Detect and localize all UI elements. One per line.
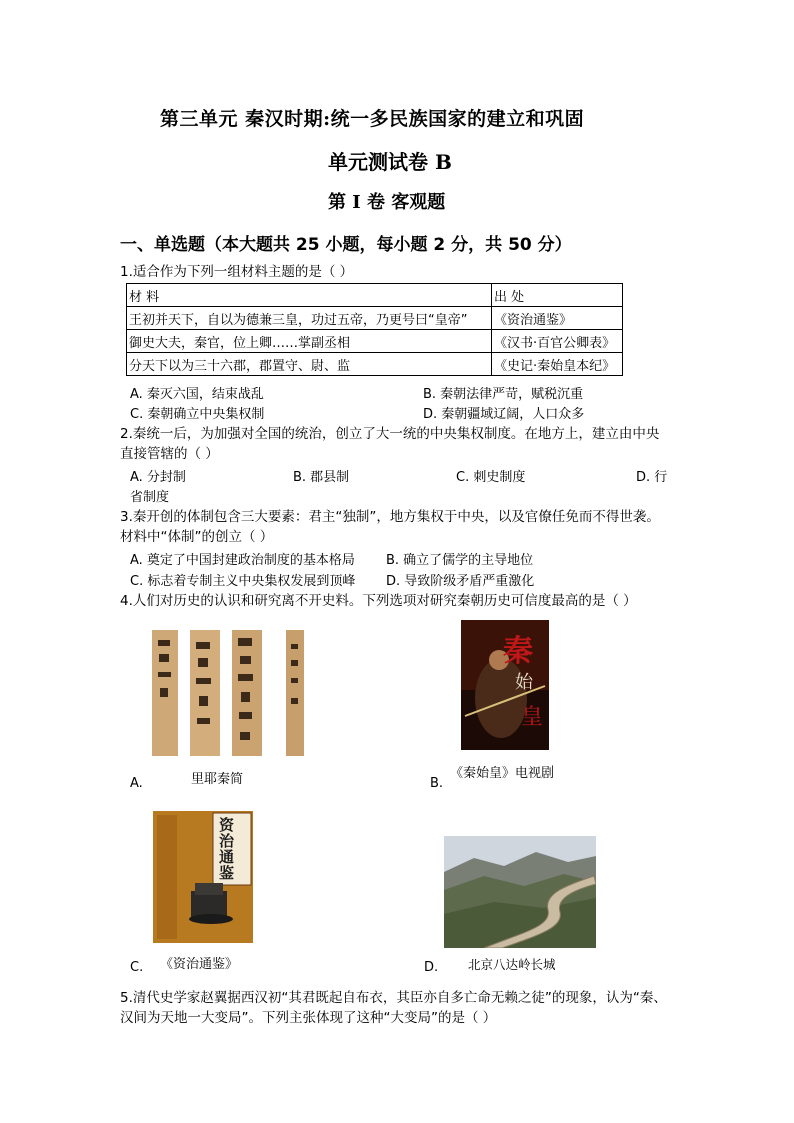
table-row [127, 353, 623, 376]
q1-option-b[interactable]: B. 秦朝法律严苛，赋税沉重 [423, 387, 584, 402]
table-cell: 分天下以为三十六郡，郡置守、尉、监 [127, 353, 492, 376]
q3-option-c[interactable]: C. 标志着专制主义中央集权发展到顶峰 [130, 574, 356, 589]
q4-option-a-caption: 里耶秦简 [191, 772, 244, 787]
volume-title: 第 I 卷 客观题 [328, 192, 446, 213]
test-subtitle: 单元测试卷 B [328, 150, 452, 174]
table-cell: 《汉书·百官公卿表》 [492, 330, 623, 353]
q3-option-d[interactable]: D. 导致阶级矛盾严重激化 [386, 574, 535, 589]
table-cell: 御史大夫，秦官，位上卿……掌副丞相 [127, 330, 492, 353]
q3-option-a[interactable]: A. 奠定了中国封建政治制度的基本格局 [130, 553, 355, 568]
q3-stem-line2: 材料中“体制”的创立（ ） [120, 529, 274, 545]
q4-option-b-caption: 《秦始皇》电视剧 [450, 766, 555, 781]
q4-option-c-caption: 《资治通鉴》 [160, 957, 239, 972]
q4-option-b-letter[interactable]: B. [430, 776, 444, 791]
poster-char-1: 秦 [503, 634, 533, 669]
q1-option-d[interactable]: D. 秦朝疆域辽阔，人口众多 [423, 407, 585, 422]
q4-option-a-letter[interactable]: A. [130, 776, 143, 791]
q1-stem: 1.适合作为下列一组材料主题的是（ ） [120, 264, 354, 280]
q3-option-b[interactable]: B. 确立了儒学的主导地位 [386, 553, 534, 568]
q5-stem-line2: 汉间为天地一大变局”。下列主张体现了这种“大变局”的是（ ） [120, 1010, 497, 1026]
table-cell: 《资治通鉴》 [492, 307, 623, 330]
table-header-source: 出 处 [492, 284, 623, 307]
table-header-row [127, 284, 623, 307]
q5-stem-line1: 5.清代史学家赵翼据西汉初“其君既起自布衣，其臣亦自多亡命无赖之徒”的现象，认为“秦、 [120, 990, 667, 1006]
q2-option-b[interactable]: B. 郡县制 [293, 470, 350, 485]
unit-title: 第三单元 秦汉时期:统一多民族国家的建立和巩固 [160, 108, 585, 130]
book-cover-title: 资治通鉴 [219, 816, 235, 882]
table-header-material: 材 料 [127, 284, 492, 307]
q1-option-c[interactable]: C. 秦朝确立中央集权制 [130, 407, 265, 422]
table-cell: 《史记·秦始皇本纪》 [492, 353, 623, 376]
q2-option-c[interactable]: C. 刺史制度 [456, 470, 526, 485]
poster-char-3: 皇 [521, 705, 544, 730]
q2-option-d-continued: 省制度 [130, 490, 170, 505]
q2-stem-line1: 2.秦统一后，为加强对全国的统治，创立了大一统的中央集权制度。在地方上，建立由中央 [120, 426, 660, 442]
table-row [127, 307, 623, 330]
q4-option-d-caption: 北京八达岭长城 [468, 957, 556, 972]
q2-stem-line2: 直接管辖的（ ） [120, 446, 219, 462]
poster-char-2: 始 [515, 672, 533, 693]
table-row [127, 330, 623, 353]
q4-option-c-letter[interactable]: C. [130, 960, 144, 975]
section-heading: 一、单选题（本大题共 25 小题，每小题 2 分，共 50 分） [120, 235, 572, 255]
bamboo-slips-image[interactable] [150, 628, 308, 758]
q4-stem: 4.人们对历史的认识和研究离不开史料。下列选项对研究秦朝历史可信度最高的是（ ） [120, 593, 637, 609]
q2-option-a[interactable]: A. 分封制 [130, 470, 186, 485]
zizhi-tongjian-cover-image[interactable] [153, 811, 253, 943]
q2-option-d[interactable]: D. 行 [636, 470, 668, 485]
great-wall-photo-image[interactable] [444, 836, 596, 948]
q3-stem-line1: 3.秦开创的体制包含三大要素：君主“独制”，地方集权于中央，以及官僚任免而不得世袭。 [120, 509, 660, 525]
table-cell: 王初并天下，自以为德兼三皇，功过五帝，乃更号曰“皇帝” [127, 307, 492, 330]
q1-material-table [126, 283, 623, 376]
tv-drama-poster-image[interactable] [461, 620, 549, 750]
q4-option-d-letter[interactable]: D. [424, 960, 439, 975]
q1-option-a[interactable]: A. 秦灭六国，结束战乱 [130, 387, 264, 402]
